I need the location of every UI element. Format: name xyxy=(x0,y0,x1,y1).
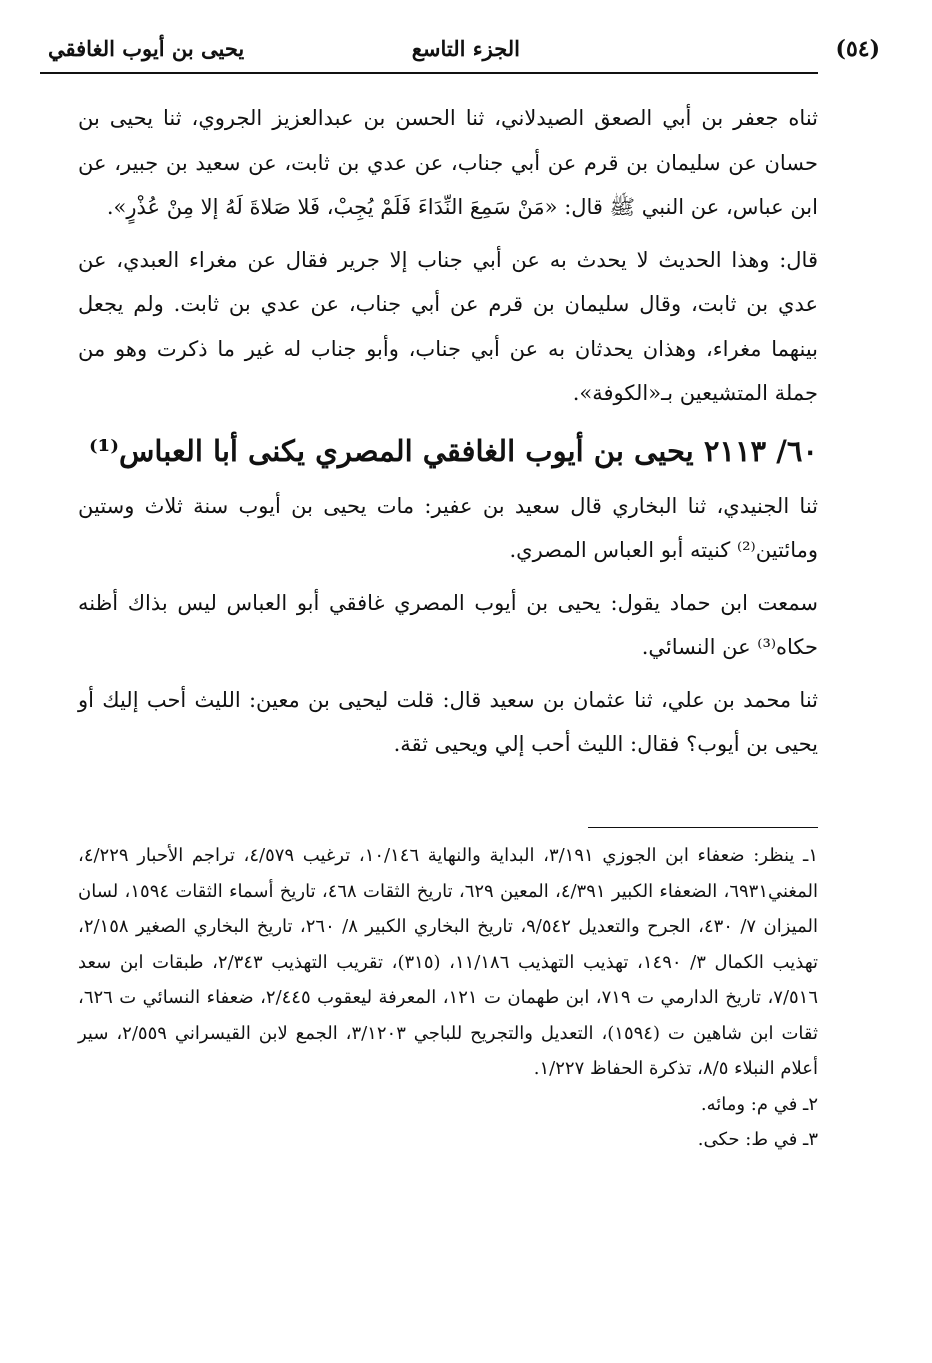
footnote-1: ١ـ ينظر: ضعفاء ابن الجوزي ٣/١٩١، البداية والنهاية ١٠/١٤٦، ترغيب ٤/٥٧٩، تراجم الأحبار ٤/٢٢٩، المغني٦٩٣١، الضعفاء الكبير ٤/٣٩١، المعين ٦٢٩، تاريخ الثقات ٤٦٨، تاريخ أسماء الثقات ١٥٩٤، لسان الميزان ٧/ ٤٣٠، الجرح والتعديل ٩/٥٤٢، تاريخ البخاري الكبير ٨/ ٢٦٠، تاريخ البخاري الصغير ٢/١٥٨، تهذيب الكمال ٣/ ١٤٩٠، تهذيب التهذيب ١١/١٨٦، (٣١٥)، تقريب التهذيب ٢/٣٤٣، طبقات ابن سعد ٧/٥١٦، تاريخ الدارمي ت ٧١٩، ابن طهمان ت ١٢١، المعرفة ليعقوب ٢/٤٤٥، ضعفاء النسائي ت ٦٢٦، ثقات ابن شاهين ت (١٥٩٤)، التعديل والتجريح للباجي ٣/١٢٠٣، الجمع لابن القيسراني ٢/٥٥٩، سير أعلام النبلاء ٨/٥، تذكرة الحفاظ ١/٢٢٧. xyxy=(78,845,819,1079)
footnote-rule xyxy=(588,827,818,828)
entry-heading: ٦٠/ ٢١١٣ يحيى بن أيوب الغافقي المصري يكنى أبا العباس⁽¹⁾ xyxy=(89,433,818,468)
paragraph-commentary: قال: وهذا الحديث لا يحدث به عن أبي جناب إلا جرير فقال عن مغراء العبدي، عن عدي بن ثابت، وقال سليمان بن قرم عن أبي جناب، عن عدي بن ثابت. ولم يجعل بينهما مغراء، وهذان يحدثان به عن أبي جناب، وأبو جناب له غير ما ذكرت وهو من جملة المتشيعين بـ«الكوفة». xyxy=(78,247,818,405)
paragraph-ibn-maeen: ثنا محمد بن علي، ثنا عثمان بن سعيد قال: قلت ليحيى بن معين: الليث أحب إليك أو يحيى بن أيوب؟ فقال: الليث أحب إلي ويحيى ثقة. xyxy=(78,687,818,756)
running-entry-name: يحيى بن أيوب الغافقي xyxy=(48,36,245,61)
main-text xyxy=(78,96,818,775)
paragraph-death-date: ثنا الجنيدي، ثنا البخاري قال سعيد بن عفير: مات يحيى بن أيوب سنة ثلاث وستين ومائتين⁽²⁾ كنيته أبو العباس المصري. xyxy=(78,493,818,562)
page-number: (٥٤) xyxy=(835,36,880,62)
header-rule xyxy=(40,72,818,74)
page-header xyxy=(40,28,900,74)
footnote-2: ٢ـ في م: ومائه. xyxy=(700,1093,818,1115)
volume-title: الجزء التاسع xyxy=(411,36,520,61)
paragraph-hadith-chain: ثناه جعفر بن أبي الصعق الصيدلاني، ثنا الحسن بن عبدالعزيز الجروي، ثنا يحيى بن حسان عن سليمان بن قرم عن أبي جناب، عن عدي بن ثابت، عن سعيد بن جبير، عن ابن عباس، عن النبي ﷺ قال: «مَنْ سَمِعَ النِّدَاءَ فَلَمْ يُجِبْ، فَلا صَلاةَ لَهُ إلا مِنْ عُذْرٍ». xyxy=(78,106,818,219)
footnote-3: ٣ـ في ط: حكى. xyxy=(697,1129,818,1150)
paragraph-ibn-hammad: سمعت ابن حماد يقول: يحيى بن أيوب المصري غافقي أبو العباس ليس بذاك أظنه حكاه⁽³⁾ عن النسائي. xyxy=(78,590,818,659)
footnotes xyxy=(78,838,818,1158)
